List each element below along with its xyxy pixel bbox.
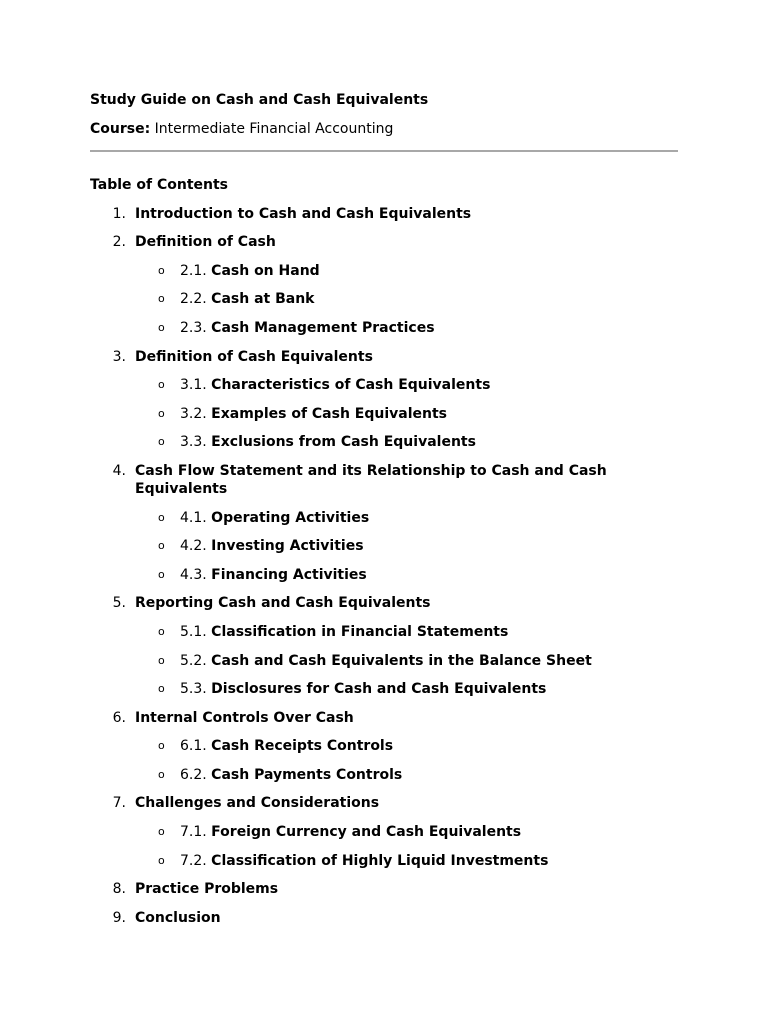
toc-subitem-number: 6.2.: [180, 766, 207, 783]
toc-subitem-title: Operating Activities: [211, 509, 370, 526]
bullet-icon: o: [158, 539, 165, 553]
toc-item-number: 5.: [112, 595, 126, 612]
toc-item-title: Internal Controls Over Cash: [135, 709, 354, 726]
toc-subitem-number: 2.2.: [180, 291, 207, 308]
toc-sublist: [135, 262, 678, 337]
toc-subitem-title: Disclosures for Cash and Cash Equivalents: [211, 681, 547, 698]
toc-item-title: Conclusion: [135, 909, 221, 926]
bullet-icon: o: [158, 624, 165, 638]
document-page: [90, 91, 678, 927]
toc-subitem: [135, 537, 678, 555]
bullet-icon: o: [158, 263, 165, 277]
bullet-icon: o: [158, 435, 165, 449]
bullet-icon: o: [158, 767, 165, 781]
toc-subitem-number: 5.2.: [180, 652, 207, 669]
bullet-icon: o: [158, 653, 165, 667]
toc-item-title: Introduction to Cash and Cash Equivalents: [135, 205, 472, 222]
toc-subitem: [135, 680, 678, 698]
toc-item: [90, 909, 678, 927]
toc-subitem-number: 7.2.: [180, 852, 207, 869]
toc-subitem-title: Foreign Currency and Cash Equivalents: [211, 824, 522, 841]
toc-item: [90, 348, 678, 452]
toc-subitem-title: Examples of Cash Equivalents: [211, 405, 448, 422]
toc-subitem-title: Cash and Cash Equivalents in the Balance Sheet: [211, 652, 592, 669]
bullet-icon: o: [158, 292, 165, 306]
toc-subitem: [135, 737, 678, 755]
toc-subitem-number: 6.1.: [180, 738, 207, 755]
toc-subitem: [135, 623, 678, 641]
toc-subitem: [135, 566, 678, 584]
toc-subitem-title: Cash Receipts Controls: [211, 738, 394, 755]
bullet-icon: o: [158, 682, 165, 696]
toc-subitem: [135, 433, 678, 451]
toc-subitem: [135, 376, 678, 394]
toc-item: [90, 594, 678, 698]
toc-subitem: [135, 319, 678, 337]
toc-subitem-number: 2.1.: [180, 262, 207, 279]
bullet-icon: o: [158, 825, 165, 839]
bullet-icon: o: [158, 406, 165, 420]
toc-item: [90, 205, 678, 223]
toc-subitem-title: Classification in Financial Statements: [211, 623, 509, 640]
bullet-icon: o: [158, 320, 165, 334]
toc-subitem-title: Investing Activities: [211, 538, 364, 555]
course-label: Course:: [90, 121, 151, 137]
toc-subitem-number: 4.2.: [180, 538, 207, 555]
toc-subitem-number: 3.2.: [180, 405, 207, 422]
toc-subitem: [135, 766, 678, 784]
toc-item-title: Reporting Cash and Cash Equivalents: [135, 595, 431, 612]
toc-item-number: 4.: [112, 462, 126, 479]
toc-sublist: [135, 737, 678, 784]
toc-item: [90, 709, 678, 784]
bullet-icon: o: [158, 567, 165, 581]
toc-subitem: [135, 852, 678, 870]
toc-item-title: Practice Problems: [135, 881, 279, 898]
toc-subitem: [135, 290, 678, 308]
toc-subitem-title: Exclusions from Cash Equivalents: [211, 434, 476, 451]
toc-item-title: Definition of Cash: [135, 234, 276, 251]
document-title: Study Guide on Cash and Cash Equivalents: [90, 92, 429, 108]
toc-subitem-title: Cash Management Practices: [211, 319, 435, 336]
bullet-icon: o: [158, 739, 165, 753]
toc-subitem: [135, 262, 678, 280]
toc-item-number: 1.: [112, 205, 126, 222]
course-value: Intermediate Financial Accounting: [154, 121, 394, 137]
toc-subitem-title: Classification of Highly Liquid Investments: [211, 852, 549, 869]
toc-item-number: 2.: [112, 234, 126, 251]
toc-subitem-number: 3.1.: [180, 377, 207, 394]
table-of-contents: [90, 205, 678, 927]
toc-subitem-number: 4.3.: [180, 566, 207, 583]
toc-item-number: 8.: [112, 881, 126, 898]
toc-heading: Table of Contents: [90, 177, 229, 193]
toc-subitem-number: 3.3.: [180, 434, 207, 451]
toc-sublist: [135, 509, 678, 584]
toc-item-number: 3.: [112, 348, 126, 365]
course-line: [90, 120, 678, 138]
bullet-icon: o: [158, 853, 165, 867]
toc-subitem-number: 7.1.: [180, 824, 207, 841]
toc-subitem: [135, 405, 678, 423]
toc-subitem-title: Cash Payments Controls: [211, 766, 403, 783]
toc-item: [90, 794, 678, 869]
toc-item: [90, 462, 678, 584]
toc-sublist: [135, 823, 678, 870]
toc-sublist: [135, 376, 678, 451]
toc-item: [90, 880, 678, 898]
toc-subitem-number: 5.1.: [180, 623, 207, 640]
toc-item-number: 9.: [112, 909, 126, 926]
toc-subitem-title: Characteristics of Cash Equivalents: [211, 377, 491, 394]
toc-subitem: [135, 823, 678, 841]
toc-sublist: [135, 623, 678, 698]
toc-subitem: [135, 652, 678, 670]
toc-item-title: Cash Flow Statement and its Relationship to Cash and Cash Equivalents: [135, 462, 607, 497]
toc-subitem-number: 4.1.: [180, 509, 207, 526]
toc-item: [90, 233, 678, 337]
horizontal-rule: [90, 150, 678, 152]
bullet-icon: o: [158, 510, 165, 524]
toc-subitem-title: Cash on Hand: [211, 262, 320, 279]
toc-item-number: 7.: [112, 795, 126, 812]
toc-item-title: Challenges and Considerations: [135, 795, 380, 812]
bullet-icon: o: [158, 378, 165, 392]
toc-subitem: [135, 509, 678, 527]
toc-subitem-number: 2.3.: [180, 319, 207, 336]
toc-subitem-title: Financing Activities: [211, 566, 367, 583]
toc-item-title: Definition of Cash Equivalents: [135, 348, 373, 365]
toc-subitem-number: 5.3.: [180, 681, 207, 698]
toc-item-number: 6.: [112, 709, 126, 726]
toc-subitem-title: Cash at Bank: [211, 291, 315, 308]
